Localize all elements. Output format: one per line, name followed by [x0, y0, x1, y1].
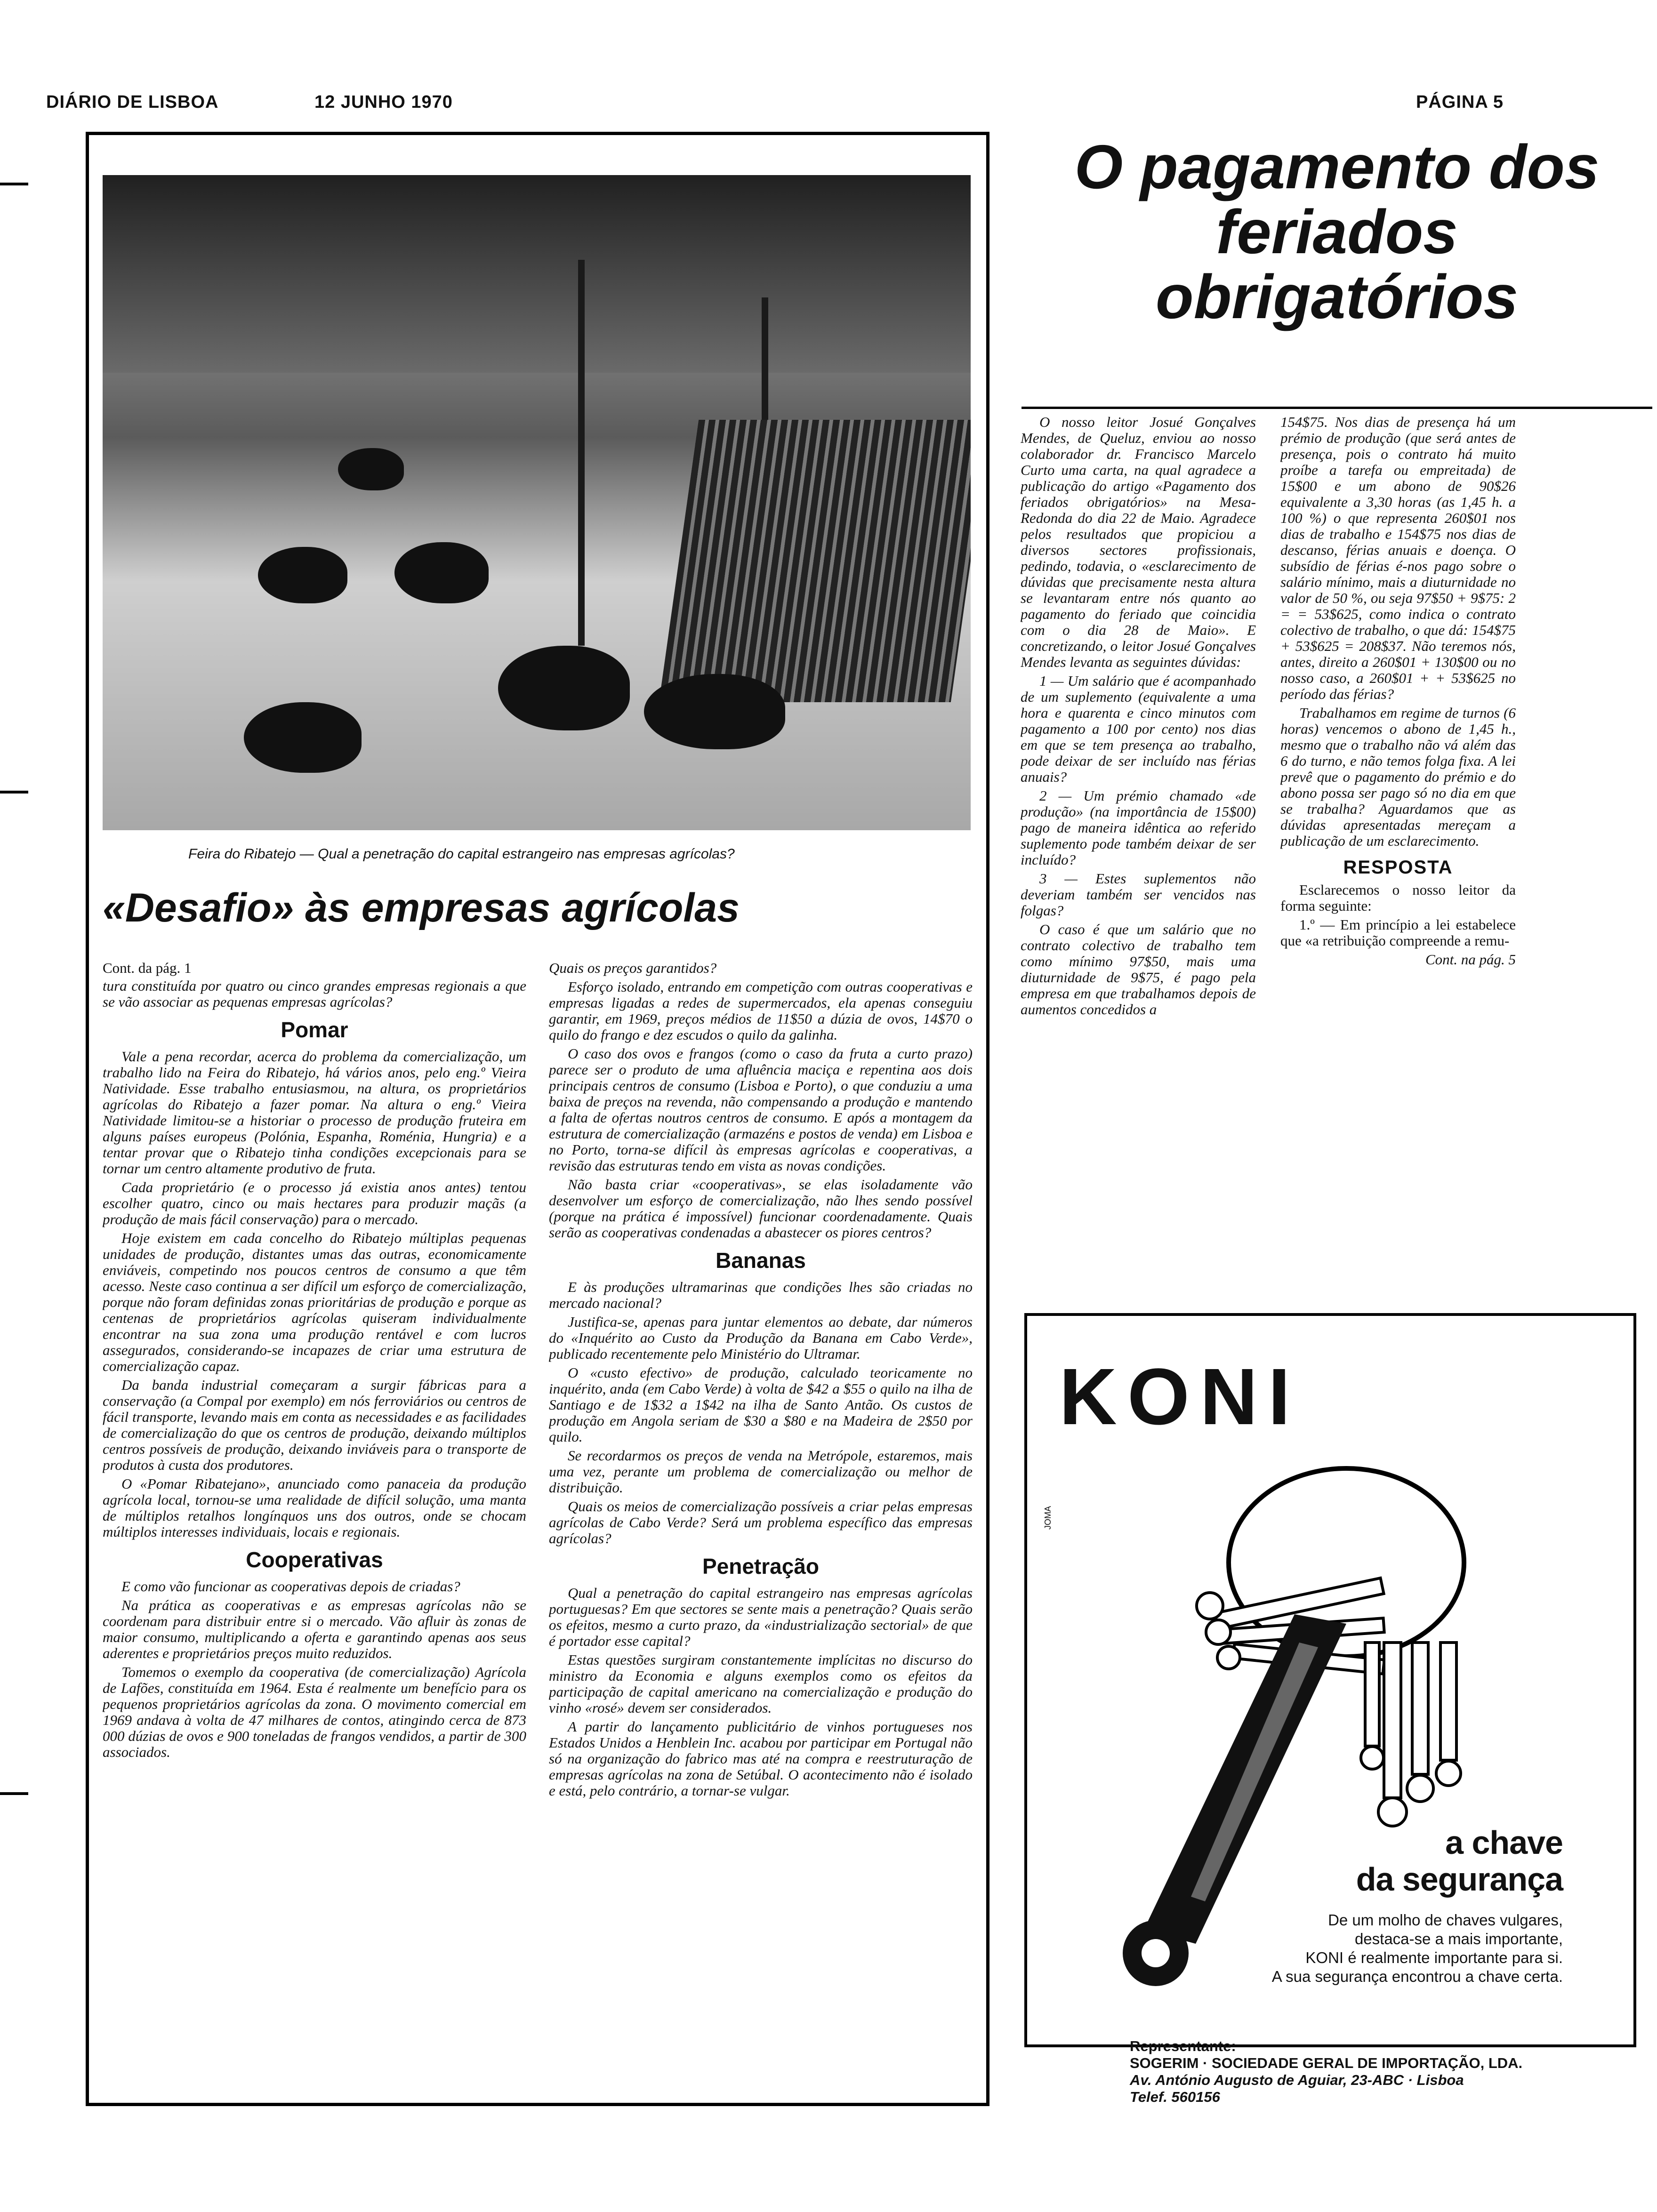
article-paragraph: 1 — Um salário que é acompanhado de um suplemento (equivalente a uma hora e quarenta e cinco minutos com pagamento a 100 por cento) nos dias em que se tem presença ao trabalho, pode deixar de ser incluído nas férias anuais?: [1021, 673, 1256, 785]
photo-bull: [498, 646, 630, 730]
article-paragraph: O nosso leitor Josué Gonçalves Mendes, de Queluz, enviou ao nosso colaborador dr. Francisco Marcelo Curto uma carta, na qual agradece a publicação do artigo «Pagamento dos feriados obrigatórios» na Mesa-Redonda do dia 22 de Maio. Agradece pelos resultados que propiciou a diversos sectores profissionais, pedindo, todavia, o «esclarecimento de dúvidas que precisamente nesta altura se levantaram entre nós quanto ao pagamento do feriado que coincidia com o dia 28 de Maio». E concretizando, o leitor Josué Gonçalves Mendes levanta as seguintes dúvidas:: [1021, 414, 1256, 670]
subheading-cooperativas: Cooperativas: [246, 1547, 383, 1572]
margin-mark: [0, 791, 28, 793]
article-paragraph: Na prática as cooperativas e as empresas agrícolas não se coordenam para distribuir entre si o mercado. Vão afluir às zonas de maior consumo, multiplicando a oferta e garantindo apenas aos seus aderentes e proprietários preços muito reduzidos.: [103, 1597, 526, 1661]
article-paragraph: Cada proprietário (e o processo já existia anos antes) tentou escolher quatro, cinco ou mais hectares para produzir maçãs (a produção de mais fácil conservação) para o mercado.: [103, 1179, 526, 1227]
subheading-bananas: Bananas: [716, 1248, 806, 1273]
article-paragraph: 2 — Um prémio chamado «de produção» (na importância de 15$00) pago de maneira idêntica ao referido suplemento pode também deixar de ser incluído?: [1021, 787, 1256, 868]
photo-grandstand: [659, 420, 971, 702]
article-paragraph: O «custo efectivo» de produção, calculado teoricamente no inquérito, anda (em Cabo Verde) à volta de $42 a $55 o quilo na ilha de Santiago e de 1$32 a 1$42 na ilha de Santo Antão. Os custos de produção em Angola seriam de $30 a $80 e na Madeira de 2$50 por quilo.: [549, 1364, 973, 1445]
ad-slogan-line-1: a chave: [1445, 1824, 1563, 1861]
masthead-date: 12 JUNHO 1970: [314, 92, 453, 112]
article-paragraph: 154$75. Nos dias de presença há um prémio de produção (que será antes de presença, pois o contrato há muito proíbe a tarefa ou empreitada) de 15$00 e um abono de 90$26 equivalente a 3,30 horas (as 1,45 h. a 100 %) o que representa 260$01 nos dias de trabalho e 154$75 nos dias de descanso, férias anuais e doença. O subsídio de férias é-nos pago sobre o salário mínimo, mais a diuturnidade no valor de 50 %, ou seja 97$50 + 9$75: 2 = = 53$625, como indica o contrato colectivo de trabalho, o que dá: 154$75 + 53$625 = 208$37. Não teremos nós, antes, direito a 260$01 + 130$00 ou no nosso caso, a 260$01 + + 53$625 no período das férias?: [1280, 414, 1516, 702]
continued-from-label: Cont. da pág. 1: [103, 960, 192, 976]
ad-body-line: KONI é realmente importante para si.: [1305, 1949, 1563, 1966]
photo-bull: [258, 547, 347, 603]
article-paragraph: Esclarecemos o nosso leitor da forma seguinte:: [1280, 882, 1516, 914]
article-paragraph: O caso dos ovos e frangos (como o caso da fruta a curto prazo) parece ser o produto de uma afluência maciça e repentina aos dois principais centros de consumo (Lisboa e Porto), o que conduziu a uma baixa de preços na revenda, não compensando a produção e mantendo a falta de ofertas noutros centros de consumo. E após a montagem da estrutura de comercialização (armazéns e postos de venda) em Lisboa e no Porto, torna-se difícil às empresas agrícolas e cooperativas, a revisão das estruturas tendo em vista as novas condições.: [549, 1045, 973, 1174]
subheading-penetracao: Penetração: [702, 1554, 819, 1579]
photo-pole: [578, 260, 585, 646]
fair-photo: [103, 175, 971, 830]
ad-slogan: [1177, 1824, 1563, 1898]
article-paragraph: O caso é que um salário que no contrato colectivo de trabalho tem como mínimo 97$50, mais uma diuturnidade de 9$75, é pago pela empresa em que trabalhamos depois de aumentos concedidos a: [1021, 921, 1256, 1018]
ad-representative: [1130, 2038, 1563, 2106]
article-paragraph: Justifica-se, apenas para juntar elementos ao debate, dar números do «Inquérito ao Custo da Produção da Banana em Cabo Verde», publicado recentemente pelo Ministério do Ultramar.: [549, 1314, 973, 1362]
article-paragraph: Quais os preços garantidos?: [549, 960, 717, 976]
right-article-title: O pagamento dos feriados obrigatórios: [1074, 132, 1600, 331]
title-divider: [1022, 407, 1652, 409]
article-paragraph: A partir do lançamento publicitário de vinhos portugueses nos Estados Unidos a Henblein Inc. acabou por participar em Portugal não só na organização do fabrico mas até na compra e reestruturação de empresas agrícolas na zona de Setúbal. O acontecimento não é isolado e está, pelo contrário, a tornar-se vulgar.: [549, 1718, 973, 1799]
article-paragraph: 1.º — Em princípio a lei estabelece que «a retribuição compreende a remu-: [1280, 916, 1516, 949]
ad-rep-label: Representante:: [1130, 2038, 1236, 2054]
right-article-column-1: [1021, 414, 1256, 1285]
koni-brand-logo: KONI: [1059, 1352, 1301, 1442]
article-paragraph: E como vão funcionar as cooperativas depois de criadas?: [121, 1578, 460, 1595]
photo-bull: [644, 674, 785, 749]
article-paragraph: Não basta criar «cooperativas», se elas isoladamente vão desenvolver um esforço de comercialização, não lhes sendo possível (porque na prática é impossível) funcionar coordenadamente. Quais serão as cooperativas condenadas a abastecer os piores centros?: [549, 1176, 973, 1241]
ad-body-line: A sua segurança encontrou a chave certa.: [1271, 1968, 1563, 1985]
subheading-pomar: Pomar: [281, 1018, 348, 1042]
article-paragraph: O «Pomar Ribatejano», anunciado como panaceia da produção agrícola local, tornou-se uma realidade de difícil solução, uma manta de múltiplos retalhos longínquos uns dos outros, onde se chocam múltiplos interesses individuais, locais e regionais.: [103, 1475, 526, 1540]
ad-credit: JOMA: [1043, 1506, 1053, 1530]
article-paragraph: Da banda industrial começaram a surgir fábricas para a conservação (a Compal por exemplo) em nós ferroviários ou centros de fácil transporte, levando mais em conta as necessidades e as facilidades de comercialização do que os centros de produção, deixando múltiplos centros possíveis de produção, deixando inviáveis para o transporte de produtos à custa dos produtores.: [103, 1377, 526, 1473]
article-paragraph: Se recordarmos os preços de venda na Metrópole, estaremos, mais uma vez, perante um problema de comercialização ou melhor de distribuição.: [549, 1447, 973, 1496]
left-article-column-1: [103, 960, 526, 2090]
photo-bull: [244, 702, 362, 773]
article-paragraph: Hoje existem em cada concelho do Ribatejo múltiplas pequenas unidades de produção, distantes umas das outras, economicamente enviáveis, competindo nos poucos centros de consumo a que têm acesso. Neste caso continua a ser difícil um esforço de comercialização, porque não foram definidas zonas prioritárias de produção e porque as centenas de proprietários agrícolas quiseram individualmente encontrar na sua zona uma produção rentável e com lucros assegurados, considerando-se incapazes de criar uma estrutura de comercialização capaz.: [103, 1230, 526, 1374]
ad-rep-phone: Telef. 560156: [1130, 2089, 1220, 2105]
article-paragraph: 3 — Estes suplementos não deveriam também ser vencidos nas folgas?: [1021, 870, 1256, 919]
margin-mark: [0, 1792, 28, 1795]
article-paragraph: Estas questões surgiram constantemente implícitas no discurso do ministro da Economia e alguns exemplos como os efeitos da participação de capital americano na comercialização e produção do vinho «rosé» devem ser considerados.: [549, 1651, 973, 1716]
photo-bull: [338, 448, 404, 490]
left-article-title: «Desafio» às empresas agrícolas: [103, 885, 740, 930]
margin-mark: [0, 183, 28, 185]
photo-caption: Feira do Ribatejo — Qual a penetração do capital estrangeiro nas empresas agrícolas?: [188, 846, 735, 862]
article-paragraph: Tomemos o exemplo da cooperativa (de comercialização) Agrícola de Lafões, constituída em 1964. Esta é realmente um benefício para os pequenos proprietários agrícolas da zona. O movimento comercial em 1969 andava à volta de 47 milhares de contos, atingindo cerca de 873 000 dúzias de ovos e 900 toneladas de frangos vendidos, a partir de 300 associados.: [103, 1664, 526, 1760]
ad-rep-address: Av. António Augusto de Aguiar, 23-ABC · Lisboa: [1130, 2072, 1464, 2088]
article-paragraph: Quais os meios de comercialização possíveis a criar pelas empresas agrícolas de Cabo Verde? Será um problema específico das empresas agrícolas?: [549, 1498, 973, 1547]
photo-bull: [394, 542, 489, 603]
article-paragraph: Vale a pena recordar, acerca do problema da comercialização, um trabalho lido na Feira do Ribatejo, há vários anos, pelo eng.º Vieira Natividade. Esse trabalho entusiasmou, na altura, os proprietários agrícolas do Ribatejo a fazer pomar. Na altura o eng.º Vieira Natividade limitou-se a historiar o processo de produção fruteira em alguns países europeus (Polónia, Espanha, Roménia, Hungria) e a tentar provar que o Ribatejo tinha condições excepcionais para se tornar um centro altamente produtivo de fruta.: [103, 1048, 526, 1177]
article-paragraph: E às produções ultramarinas que condições lhes são criadas no mercado nacional?: [549, 1279, 973, 1311]
ad-rep-company: SOGERIM · SOCIEDADE GERAL DE IMPORTAÇÃO, LDA.: [1130, 2055, 1523, 2071]
ad-body-line: destaca-se a mais importante,: [1354, 1930, 1563, 1948]
resposta-heading: RESPOSTA: [1343, 857, 1453, 878]
article-paragraph: Esforço isolado, entrando em competição com outras cooperativas e empresas ligadas a redes de supermercados, ela apenas conseguiu garantir, em 1969, preços médios de 11$50 a dúzia de ovos, 14$70 o quilo do frango e dez escudos o quilo da galinha.: [549, 978, 973, 1043]
ad-body-line: De um molho de chaves vulgares,: [1328, 1911, 1563, 1929]
article-paragraph: Trabalhamos em regime de turnos (6 horas) vencemos o abono de 1,45 h., mesmo que o trabalho não vá além das 6 do turno, e não temos folga fixa. A lei prevê que o pagamento do prémio e do abono possa ser pago só no dia em que se trabalha? Aguardamos que as dúvidas apresentadas mereçam a publicação de um esclarecimento.: [1280, 705, 1516, 849]
left-article-column-2: [549, 960, 973, 2090]
masthead-paper-name: DIÁRIO DE LISBOA: [46, 92, 219, 112]
ad-slogan-line-2: da segurança: [1356, 1861, 1563, 1898]
article-paragraph: Qual a penetração do capital estrangeiro nas empresas agrícolas portuguesas? Em que sectores se sente mais a penetração? Quais serão os efeitos, mesmo a curto prazo, da «industrialização sectorial» de que é portador esse capital?: [549, 1585, 973, 1649]
continued-on-label: Cont. na pág. 5: [1425, 951, 1516, 968]
photo-sky: [103, 175, 971, 373]
right-article-column-2: [1280, 414, 1516, 1285]
article-paragraph: tura constituída por quatro ou cinco grandes empresas regionais a que se vão associar as pequenas empresas agrícolas?: [103, 978, 526, 1010]
masthead-page-number: PÁGINA 5: [1416, 92, 1504, 112]
ad-body-copy: [1083, 1911, 1563, 1986]
